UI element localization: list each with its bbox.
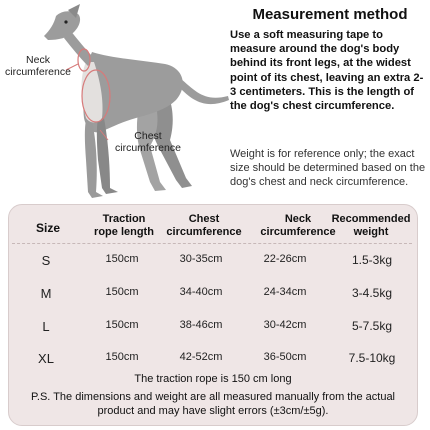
row-s-weight: 1.5-3kg xyxy=(351,253,393,267)
row-l-rope: 150cm xyxy=(105,319,139,331)
ps-note: P.S. The dimensions and weight are all measured manually from the actual product and may have slight errors (±3cm/±5g). xyxy=(30,391,395,417)
row-l-weight: 5-7.5kg xyxy=(351,319,393,333)
row-m-neck: 24-34cm xyxy=(263,286,307,298)
measurement-method-title: Measurement method xyxy=(252,6,408,23)
row-divider xyxy=(12,243,412,245)
row-l-chest: 38-46cm xyxy=(179,319,223,331)
row-s-rope: 150cm xyxy=(105,253,139,265)
row-l-neck: 30-42cm xyxy=(263,319,307,331)
row-m-weight: 3-4.5kg xyxy=(351,286,393,300)
row-m-size: M xyxy=(40,286,52,301)
header-size: Size xyxy=(35,221,60,235)
row-s-chest: 30-35cm xyxy=(179,253,223,265)
row-m-rope: 150cm xyxy=(105,286,139,298)
row-xl-rope: 150cm xyxy=(105,351,139,363)
row-s-size: S xyxy=(41,253,51,268)
traction-rope-note: The traction rope is 150 cm long xyxy=(134,373,292,385)
header-rope-length: Traction rope length xyxy=(94,213,154,238)
chest-label: Chest circumference xyxy=(115,130,181,154)
measurement-method-text: Use a soft measuring tape to measure around the dog's body behind its front legs, at the widest point of its chest, leaving an extra 2-3 centimeters. This is the length of the dog's chest circumference. xyxy=(230,29,424,113)
weight-note: Weight is for reference only; the exact size should be determined based on the dog's chest and neck circumference. xyxy=(230,148,426,189)
row-xl-size: XL xyxy=(38,351,54,366)
greyhound-illustration xyxy=(0,0,240,205)
row-xl-neck: 36-50cm xyxy=(263,351,307,363)
row-xl-weight: 7.5-10kg xyxy=(348,351,396,365)
header-neck: Neck circumference xyxy=(260,213,336,238)
header-weight: Recommended weight xyxy=(331,213,411,238)
row-m-chest: 34-40cm xyxy=(179,286,223,298)
row-s-neck: 22-26cm xyxy=(263,253,307,265)
neck-label: Neck circumference xyxy=(5,54,71,78)
row-xl-chest: 42-52cm xyxy=(179,351,223,363)
header-chest: Chest circumference xyxy=(166,213,242,238)
row-l-size: L xyxy=(42,319,50,334)
